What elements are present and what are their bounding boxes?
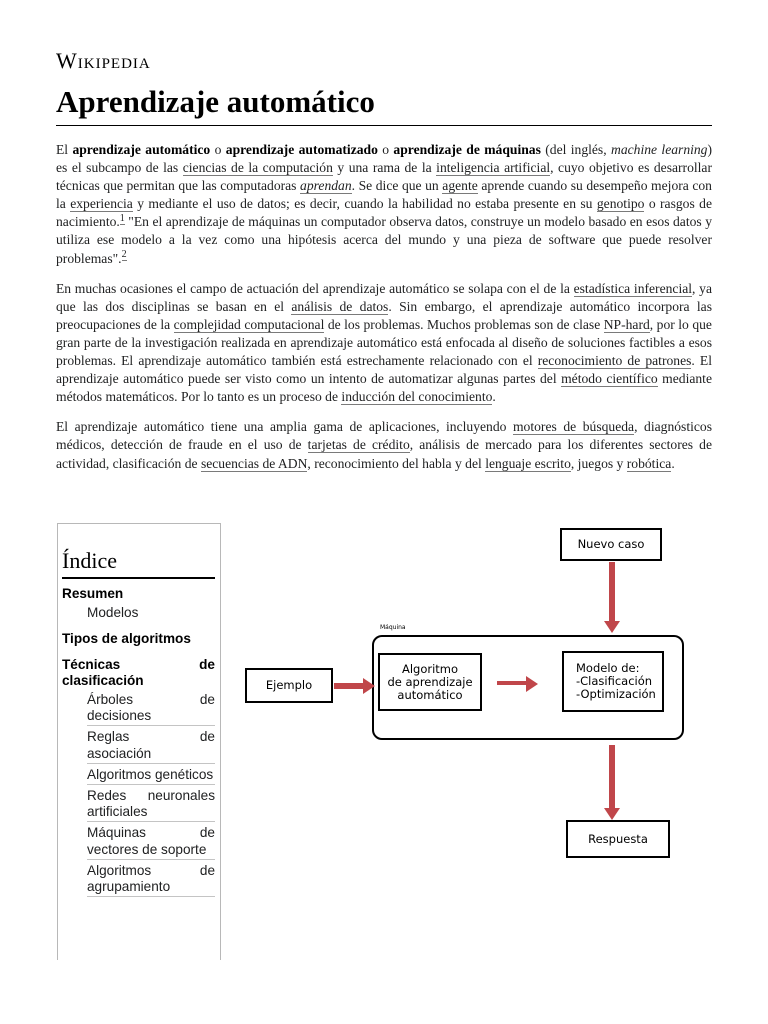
link-inteligencia-artificial[interactable]: inteligencia artificial — [436, 160, 551, 176]
link-motores-busqueda[interactable]: motores de búsqueda — [512, 419, 635, 435]
link-experiencia[interactable]: experiencia — [70, 196, 133, 212]
bold-term: aprendizaje de máquinas — [393, 142, 541, 157]
link-aprendan[interactable]: aprendan — [300, 178, 352, 194]
toc-title: Índice — [62, 548, 117, 573]
table-of-contents — [57, 523, 221, 960]
link-estadistica-inferencial[interactable]: estadística inferencial — [573, 280, 693, 296]
paragraph-intro: El aprendizaje automático o aprendizaje automatizado o aprendizaje de máquinas (del inglés, machine learning) es el subcampo de las ciencias de la computación y una rama de la inteligencia artificial, cuyo objetivo es desarrollar técnicas que permitan que las computadoras aprendan. Se dice que un agente aprende cuando su desempeño mejora con la experiencia y mediante el uso de datos; es decir, cuando la habilidad no estaba presente en su genotipo o rasgos de nacimiento.$^1$ "En el aprendizaje de máquinas un computador observa datos, construye un modelo basado en esos datos y utiliza ese modelo a la vez como una hipótesis acerca del mundo y una pieza de software que puede resolver problemas".$^2$ — [56, 142, 713, 266]
link-secuencias-adn[interactable]: secuencias de ADN — [200, 455, 308, 471]
link-complejidad-computacional[interactable]: complejidad computacional — [173, 316, 325, 332]
toc-item-resumen[interactable]: Resumen — [62, 586, 124, 601]
link-np-hard[interactable]: NP-hard — [603, 316, 650, 332]
toc-item-modelos[interactable]: Modelos — [87, 605, 139, 621]
bold-term: aprendizaje automático — [72, 142, 211, 157]
link-analisis-datos[interactable]: análisis de datos — [291, 298, 389, 314]
toc-item-redes-neuronales[interactable]: Redes neuronales artificiales — [87, 788, 215, 822]
diagram-box-modelo: Modelo de: -Clasificación -Optimización — [562, 651, 664, 712]
toc-item-maquinas-vectores[interactable]: Máquinas de vectores de soporte — [87, 825, 215, 859]
link-ciencias-computacion[interactable]: ciencias de la computación — [182, 160, 333, 176]
page-title: Aprendizaje automático — [56, 84, 375, 119]
paragraph-applications: El aprendizaje automático tiene una amplia gama de aplicaciones, incluyendo motores de búsqueda, diagnósticos médicos, detección de fraude en el uso de tarjetas de crédito, análisis de mercado para los diferentes sectores de actividad, clasificación de secuencias de ADN, reconocimiento del habla y del lenguaje escrito, juegos y robótica. — [56, 419, 712, 471]
bold-term: aprendizaje automatizado — [225, 142, 378, 157]
toc-item-tipos-algoritmos[interactable]: Tipos de algoritmos — [62, 631, 191, 647]
ml-process-diagram — [232, 520, 712, 860]
diagram-box-nuevo-caso: Nuevo caso — [560, 528, 662, 561]
reference-1[interactable]: 1 — [119, 212, 125, 224]
link-metodo-cientifico[interactable]: método científico — [561, 371, 658, 387]
toc-item-tecnicas-clasificacion[interactable]: Técnicas de clasificación — [62, 656, 215, 688]
diagram-box-ejemplo: Ejemplo — [245, 668, 333, 703]
link-tarjetas-credito[interactable]: tarjetas de crédito — [307, 437, 410, 453]
link-reconocimiento-patrones[interactable]: reconocimiento de patrones — [537, 353, 692, 369]
reference-2[interactable]: 2 — [121, 249, 127, 261]
arrow-algoritmo-right — [497, 681, 527, 685]
toc-item-algoritmos-agrupamiento[interactable]: Algoritmos de agrupamiento — [87, 863, 215, 897]
diagram-machine-label: Máquina — [380, 624, 406, 631]
link-induccion-conocimiento[interactable]: inducción del conocimiento — [341, 389, 493, 405]
title-divider — [56, 125, 712, 126]
diagram-box-respuesta: Respuesta — [566, 820, 670, 858]
paragraph-statistics: En muchas ocasiones el campo de actuación del aprendizaje automático se solapa con el de la estadística inferencial, ya que las dos disciplinas se basan en el análisis de datos. Sin embargo, el aprendizaje automático incorpora las preocupaciones de la complejidad computacional de los problemas. Muchos problemas son de clase NP-hard, por lo que gran parte de la investigación realizada en aprendizaje automático está enfocada al diseño de soluciones factibles a esos problemas. El aprendizaje automático también está estrechamente relacionado con el reconocimiento de patrones. El aprendizaje automático puede ser visto como un intento de automatizar algunas partes del método científico mediante métodos matemáticos. Por lo tanto es un proceso de inducción del conocimiento. — [56, 280, 712, 405]
wikipedia-logo[interactable]: Wikipedia — [56, 48, 151, 73]
article-body — [56, 141, 712, 485]
link-agente[interactable]: agente — [442, 178, 478, 194]
toc-item-arboles-decisiones[interactable]: Árboles de decisiones — [87, 692, 215, 726]
diagram-box-algoritmo: Algoritmo de aprendizaje automático — [378, 653, 482, 711]
toc-divider — [62, 577, 215, 579]
arrow-modelo-down — [609, 745, 615, 809]
toc-item-reglas-asociacion[interactable]: Reglas de asociación — [87, 729, 215, 763]
toc-item-algoritmos-geneticos[interactable]: Algoritmos genéticos — [87, 767, 215, 785]
arrow-ejemplo-right — [334, 683, 364, 689]
link-genotipo[interactable]: genotipo — [596, 196, 645, 212]
link-robotica[interactable]: robótica — [626, 455, 672, 471]
arrow-nuevo-caso-down — [609, 562, 615, 622]
link-lenguaje-escrito[interactable]: lenguaje escrito — [485, 455, 571, 471]
toc-list — [62, 582, 215, 897]
italic-term: machine learning — [611, 142, 708, 157]
